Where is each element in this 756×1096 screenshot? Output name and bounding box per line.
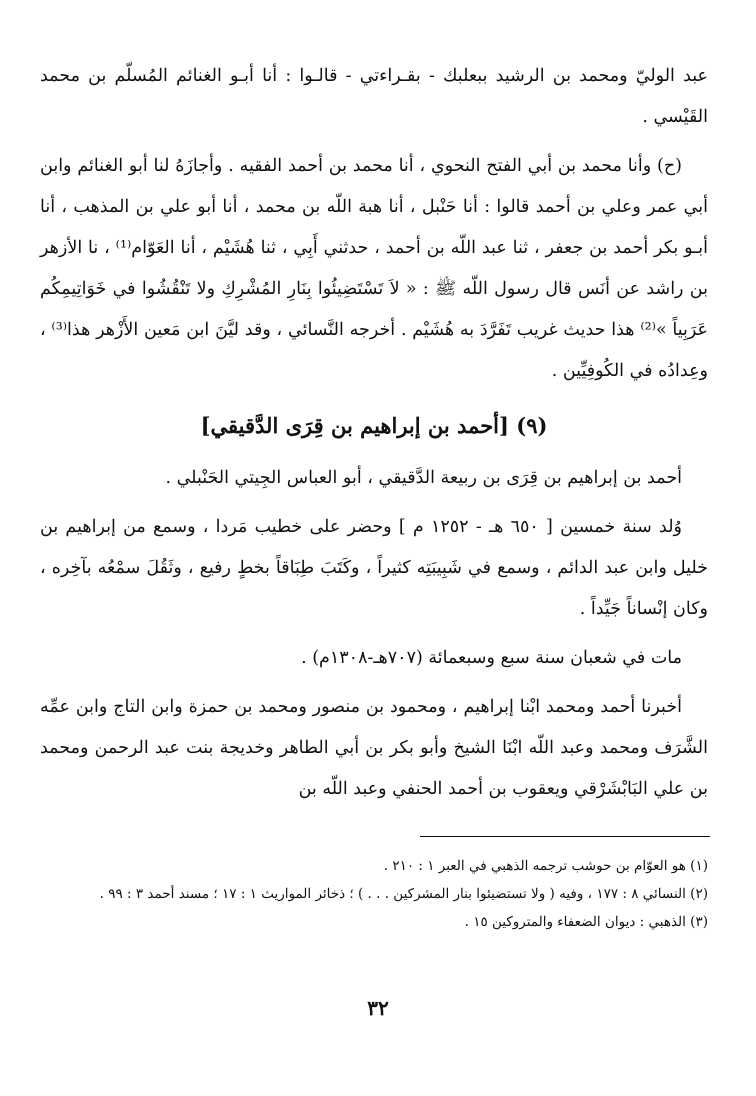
main-text <box>40 56 708 810</box>
paragraph-6: أخبرنا أحمد ومحمد ابْنا إبراهيم ، ومحمود بن منصور ومحمد بن حمزة وابن التاج وابن عمِّه الشَّرَف ومحمد وعبد اللّه ابْنَا الشيخ وأبو بكر بن أبي الطاهر وخديجة بنت عبد الرحمن ومحمد بن علي البَابْشَرْقي ويعقوب بن أحمد الحنفي وعبد اللّه بن <box>40 697 708 799</box>
paragraph-5: مات في شعبان سنة سبع وسبعمائة (٧٠٧هـ-١٣٠٨م) . <box>301 648 682 668</box>
paragraph-2: (ح) وأنا محمد بن أبي الفتح النحوي ، أنا محمد بن أحمد الفقيه . وأجازَهُ لنا أبو الغنائم وابن أبي عمر وعلي بن أحمد قالوا : أنا حَنْبل ، أنا هبة اللّه بن محمد ، أنا أبو علي بن المذهب ، أنا أبـو بكر أحمد بن جعفر ، ثنا عبد اللّه بن أحمد ، حدثني أَبِي ، ثنا هُشَيْم ، أنا العَوّام⁽¹⁾ ، نا الأزهر بن راشد عن أنَس قال رسول اللّه ﷺ : « لاَ تَسْتَضِيئُوا بِنَارِ المُشْرِكِ ولا تَنْقُشُوا في خَوَاتِيمِكُم عَرَبِياً »⁽²⁾ هذا حديث غريب تَفَرَّدَ به هُشَيْم . أخرجه النَّسائي ، وقد ليَّنَ ابن مَعين الأَزْهر هذا⁽³⁾ ، وعِدادُه في الكُوفِيِّين . <box>40 156 709 381</box>
page-number: ٣٢ <box>367 996 389 1020</box>
paragraph-1: عبد الوليّ ومحمد بن الرشيد ببعلبك - بقـراءتي - قالـوا : أنا أبـو الغنائم المُسلّم بن محمد القَيْسي . <box>40 66 708 127</box>
footnote-1: (١) هو العوّام بن حوشب ترجمه الذهبي في العبر ١ : ٢١٠ . <box>383 858 708 874</box>
footnote-divider <box>420 836 710 837</box>
paragraph-3: أحمد بن إبراهيم بن قِرَى بن ربيعة الدَّقيقي ، أبو العباس الجِيتي الحَنْبلي . <box>165 468 682 488</box>
section-heading: (٩) [أحمد بن إبراهيم بن قِرَى الدَّقيقي] <box>200 413 548 438</box>
footnote-2: (٢) النسائي ٨ : ١٧٧ ، وفيه ( ولا تستضيئوا بنار المشركين . . . ) ؛ ذخائر المواريث ١ : ١٧ ؛ مسند أحمد ٣ : ٩٩ . <box>99 886 708 902</box>
paragraph-4: وُلد سنة خمسين [ ٦٥٠ هـ - ١٢٥٢ م ] وحضر على خطيب مَردا ، وسمع من إبراهيم بن خليل وابن عبد الدائم ، وسمع في شَبِيبَتِه كثيراً ، وكَتَبَ طِبَاقاً بخطٍ رفيع ، وثَقُلَ سمْعُه بآخِره ، وكان إنْساناً جَيِّداً . <box>40 517 708 619</box>
footnote-3: (٣) الذهبي : ديوان الضعفاء والمتروكين ١٥ . <box>464 914 708 930</box>
footnotes <box>40 852 708 936</box>
